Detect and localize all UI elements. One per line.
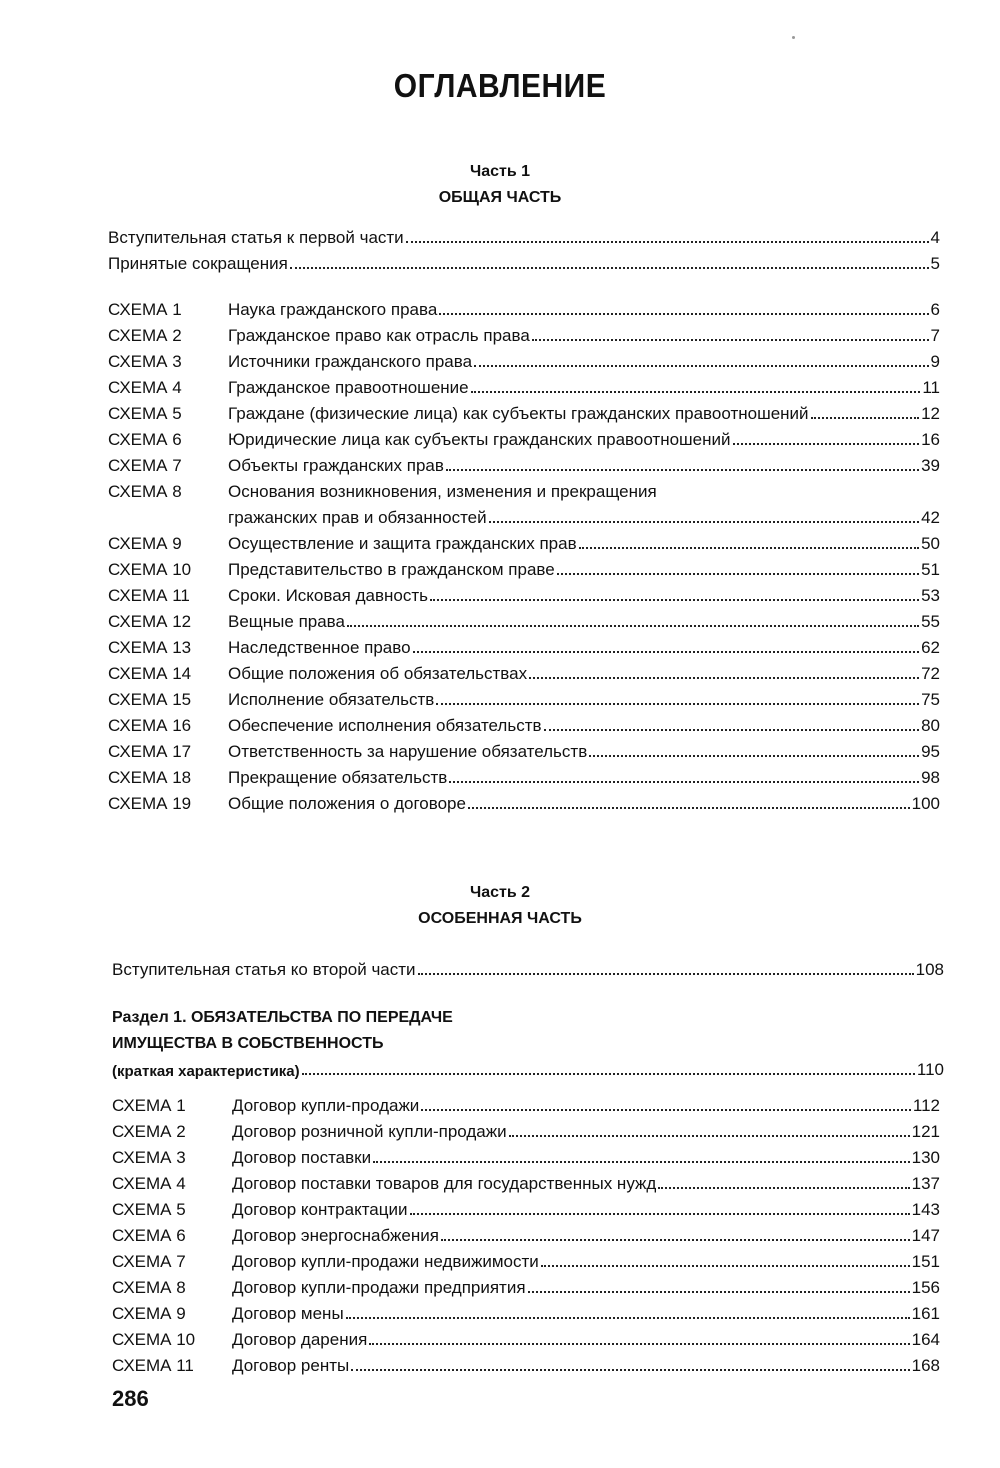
entry-title: Наследственное право	[228, 638, 411, 657]
leader-dots	[406, 241, 929, 243]
leader-dots	[351, 1369, 909, 1371]
toc-entry[interactable]	[112, 1198, 940, 1220]
toc-entry[interactable]	[108, 480, 940, 502]
entry-page: 11	[922, 378, 940, 397]
entry-page: 151	[911, 1252, 940, 1271]
toc-entry[interactable]	[112, 1250, 940, 1272]
entry-page: 130	[911, 1148, 940, 1167]
leader-dots	[489, 521, 919, 523]
leader-dots	[290, 267, 929, 269]
entry-page: 4	[930, 228, 940, 247]
entry-title: Осуществление и защита гражданских прав	[228, 534, 577, 553]
leader-dots	[436, 703, 919, 705]
scheme-label: СХЕМА 1	[112, 1096, 186, 1115]
leader-dots	[413, 651, 920, 653]
entry-title: Договор купли-продажи недвижимости	[232, 1252, 539, 1271]
entry-page: 156	[911, 1278, 940, 1297]
leader-dots	[811, 417, 920, 419]
entry-title: Договор ренты	[232, 1356, 350, 1375]
paper-speck	[792, 36, 795, 39]
scheme-label: СХЕМА 13	[108, 638, 192, 657]
entry-title: Договор мены	[232, 1304, 344, 1323]
entry-page: 161	[911, 1304, 940, 1323]
scheme-label: СХЕМА 18	[108, 768, 192, 787]
leader-dots	[373, 1161, 910, 1163]
entry-page: 98	[921, 768, 940, 787]
entry-page: 95	[921, 742, 940, 761]
section-heading-line2: ИМУЩЕСТВА В СОБСТВЕННОСТЬ	[112, 1035, 384, 1052]
leader-dots	[418, 973, 914, 975]
leader-dots	[347, 625, 919, 627]
entry-page: 16	[921, 430, 940, 449]
page-title: ОГЛАВЛЕНИЕ	[393, 67, 607, 105]
entry-page: 137	[911, 1174, 940, 1193]
leader-dots	[430, 599, 919, 601]
toc-entry[interactable]	[112, 1224, 940, 1246]
entry-title: Принятые сокращения	[108, 254, 288, 273]
toc-entry[interactable]	[108, 558, 940, 580]
scheme-label: СХЕМА 16	[108, 716, 192, 735]
leader-dots	[557, 573, 919, 575]
toc-entry[interactable]	[112, 1094, 940, 1116]
leader-dots	[509, 1135, 910, 1137]
entry-page: 51	[921, 560, 940, 579]
entry-title: Прекращение обязательств	[228, 768, 448, 787]
entry-title: Вещные права	[228, 612, 345, 631]
entry-title: Договор контрактации	[232, 1200, 408, 1219]
entry-title: Вступительная статья к первой части	[108, 228, 404, 247]
toc-entry[interactable]	[108, 662, 940, 684]
scheme-label: СХЕМА 11	[112, 1356, 194, 1375]
toc-entry[interactable]	[112, 1276, 940, 1298]
entry-title: Обеспечение исполнения обязательств	[228, 716, 542, 735]
entry-title-continued: гражанских прав и обязанностей	[228, 508, 487, 527]
entry-title: Источники гражданского права	[228, 352, 473, 371]
scheme-label: СХЕМА 8	[108, 482, 182, 501]
toc-entry[interactable]	[112, 958, 944, 980]
scheme-label: СХЕМА 3	[108, 352, 182, 371]
entry-title: Сроки. Исковая давность	[228, 586, 428, 605]
toc-entry[interactable]	[108, 688, 940, 710]
entry-title: Договор купли-продажи	[232, 1096, 420, 1115]
scheme-label: СХЕМА 14	[108, 664, 192, 683]
entry-page: 62	[921, 638, 940, 657]
entry-title: Договор энергоснабжения	[232, 1226, 439, 1245]
entry-page: 39	[921, 456, 940, 475]
entry-title: Гражданское право как отрасль права	[228, 326, 530, 345]
leader-dots	[658, 1187, 909, 1189]
entry-page: 121	[911, 1122, 940, 1141]
leader-dots	[369, 1343, 909, 1345]
leader-dots	[529, 677, 919, 679]
entry-page: 42	[921, 508, 940, 527]
toc-entry[interactable]	[108, 298, 940, 320]
entry-title: Объекты гражданских прав	[228, 456, 444, 475]
toc-entry[interactable]	[108, 714, 940, 736]
leader-dots	[544, 729, 920, 731]
entry-title: Наука гражданского права	[228, 300, 438, 319]
leader-dots	[449, 781, 919, 783]
part2-number: Часть 2	[469, 884, 531, 901]
entry-page: 108	[915, 960, 944, 979]
scheme-label: СХЕМА 10	[108, 560, 192, 579]
entry-title: Договор розничной купли-продажи	[232, 1122, 507, 1141]
leader-dots	[579, 547, 919, 549]
scheme-label: СХЕМА 19	[108, 794, 192, 813]
scheme-label: СХЕМА 9	[108, 534, 182, 553]
scheme-label: СХЕМА 17	[108, 742, 192, 761]
entry-page: 164	[911, 1330, 940, 1349]
toc-entry[interactable]	[108, 636, 940, 658]
entry-page: 9	[930, 352, 940, 371]
leader-dots	[441, 1239, 910, 1241]
scheme-label: СХЕМА 7	[108, 456, 182, 475]
scheme-label: СХЕМА 3	[112, 1148, 186, 1167]
toc-entry[interactable]	[108, 454, 940, 476]
section-heading-line1: Раздел 1. ОБЯЗАТЕЛЬСТВА ПО ПЕРЕДАЧЕ	[112, 1009, 453, 1026]
scheme-label: СХЕМА 4	[108, 378, 182, 397]
leader-dots	[528, 1291, 910, 1293]
entry-title: Граждане (физические лица) как субъекты гражданских правоотношений	[228, 404, 809, 423]
toc-entry[interactable]	[108, 402, 940, 424]
toc-entry[interactable]	[112, 1058, 944, 1080]
entry-page: 12	[921, 404, 940, 423]
toc-entry[interactable]	[108, 376, 940, 398]
scheme-label: СХЕМА 10	[112, 1330, 196, 1349]
entry-title: Исполнение обязательств	[228, 690, 435, 709]
leader-dots	[302, 1073, 915, 1075]
scheme-label: СХЕМА 6	[108, 430, 182, 449]
scheme-label: СХЕМА 4	[112, 1174, 186, 1193]
entry-title: (краткая характеристика)	[112, 1063, 300, 1080]
leader-dots	[471, 391, 921, 393]
leader-dots	[439, 313, 928, 315]
scheme-label: СХЕМА 9	[112, 1304, 186, 1323]
leader-dots	[410, 1213, 910, 1215]
entry-title: Гражданское правоотношение	[228, 378, 469, 397]
leader-dots	[346, 1317, 910, 1319]
scheme-label: СХЕМА 2	[112, 1122, 186, 1141]
part1-name: ОБЩАЯ ЧАСТЬ	[438, 189, 562, 206]
entry-title: Ответственность за нарушение обязательств	[228, 742, 588, 761]
toc-entry[interactable]	[108, 740, 940, 762]
toc-entry[interactable]	[108, 766, 940, 788]
entry-page: 5	[930, 254, 940, 273]
entry-title: Представительство в гражданском праве	[228, 560, 555, 579]
entry-page: 72	[921, 664, 940, 683]
toc-entry-continuation[interactable]	[108, 506, 940, 528]
entry-page: 50	[921, 534, 940, 553]
entry-title: Вступительная статья ко второй части	[112, 960, 416, 979]
leader-dots	[532, 339, 929, 341]
toc-entry[interactable]	[108, 226, 940, 248]
toc-entry[interactable]	[112, 1146, 940, 1168]
toc-entry[interactable]	[112, 1354, 940, 1376]
entry-title: Договор дарения	[232, 1330, 368, 1349]
scheme-label: СХЕМА 6	[112, 1226, 186, 1245]
toc-entry[interactable]	[108, 252, 940, 274]
entry-title: Договор купли-продажи предприятия	[232, 1278, 526, 1297]
entry-title: Юридические лица как субъекты гражданских правоотношений	[228, 430, 731, 449]
scheme-label: СХЕМА 12	[108, 612, 192, 631]
toc-entry[interactable]	[108, 428, 940, 450]
entry-page: 80	[921, 716, 940, 735]
entry-page: 6	[930, 300, 940, 319]
leader-dots	[446, 469, 919, 471]
scheme-label: СХЕМА 5	[112, 1200, 186, 1219]
entry-title: Общие положения об обязательствах	[228, 664, 528, 683]
leader-dots	[421, 1109, 911, 1111]
scheme-label: СХЕМА 11	[108, 586, 190, 605]
entry-title: Договор поставки	[232, 1148, 372, 1167]
toc-entry[interactable]	[108, 792, 940, 814]
scheme-label: СХЕМА 2	[108, 326, 182, 345]
entry-page: 75	[921, 690, 940, 709]
toc-entry[interactable]	[112, 1172, 940, 1194]
part1-number: Часть 1	[469, 163, 531, 180]
page-number: 286	[112, 1386, 149, 1411]
toc-entry[interactable]	[108, 324, 940, 346]
toc-entry[interactable]	[108, 610, 940, 632]
entry-page: 112	[912, 1096, 940, 1115]
toc-entry[interactable]	[108, 350, 940, 372]
scheme-label: СХЕМА 15	[108, 690, 192, 709]
leader-dots	[474, 365, 928, 367]
toc-entry[interactable]	[112, 1120, 940, 1142]
scheme-label: СХЕМА 8	[112, 1278, 186, 1297]
scheme-label: СХЕМА 7	[112, 1252, 186, 1271]
leader-dots	[468, 807, 910, 809]
entry-title: Основания возникновения, изменения и прекращения	[228, 482, 657, 501]
entry-page: 53	[921, 586, 940, 605]
toc-entry[interactable]	[108, 532, 940, 554]
leader-dots	[589, 755, 919, 757]
entry-page: 168	[911, 1356, 940, 1375]
scheme-label: СХЕМА 5	[108, 404, 182, 423]
entry-page: 147	[911, 1226, 940, 1245]
entry-page: 100	[911, 794, 940, 813]
toc-entry[interactable]	[112, 1328, 940, 1350]
scheme-label: СХЕМА 1	[108, 300, 182, 319]
entry-page: 110	[916, 1060, 944, 1079]
entry-title: Общие положения о договоре	[228, 794, 466, 813]
toc-entry[interactable]	[112, 1302, 940, 1324]
entry-page: 55	[921, 612, 940, 631]
part2-name: ОСОБЕННАЯ ЧАСТЬ	[418, 910, 582, 927]
entry-title: Договор поставки товаров для государственных нужд	[232, 1174, 657, 1193]
leader-dots	[541, 1265, 910, 1267]
entry-page: 143	[911, 1200, 940, 1219]
toc-entry[interactable]	[108, 584, 940, 606]
leader-dots	[733, 443, 920, 445]
entry-page: 7	[930, 326, 940, 345]
